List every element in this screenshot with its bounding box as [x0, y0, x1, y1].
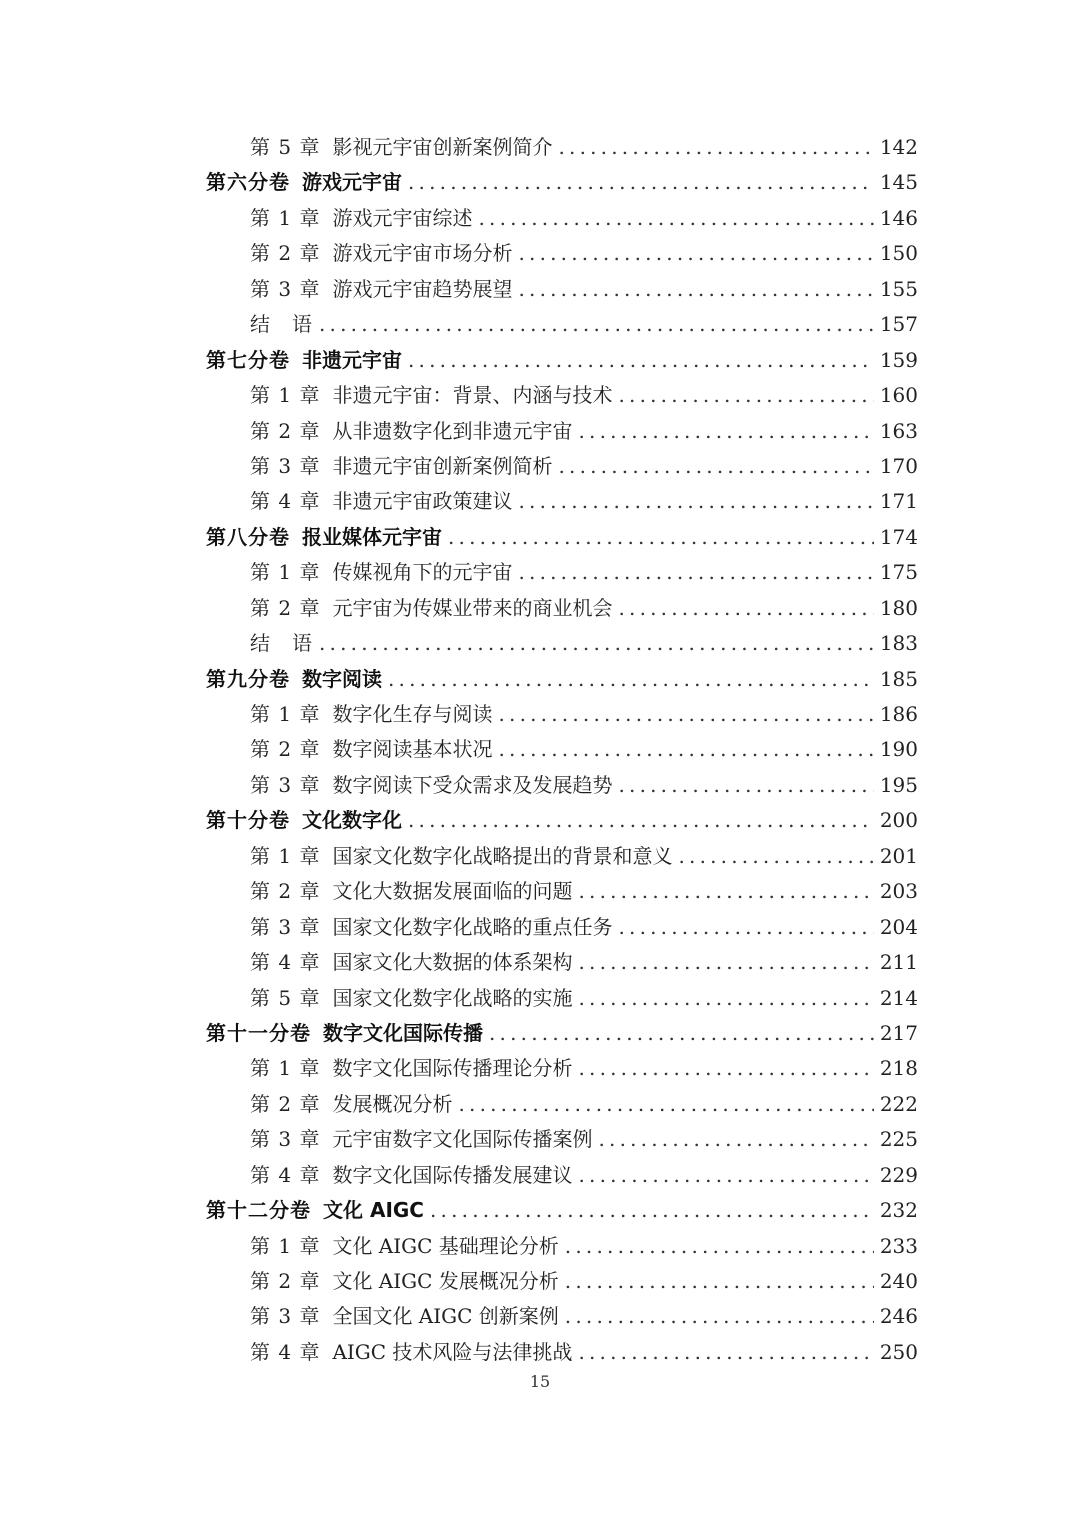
toc-dot-leader: [618, 378, 873, 413]
toc-chapter-entry: [206, 236, 918, 271]
toc-entry-page: 190: [879, 737, 918, 762]
toc-entry-page: 200: [879, 808, 918, 833]
toc-entry-page: 204: [879, 914, 918, 939]
toc-entry-number: 第 4 章: [250, 1162, 321, 1187]
toc-entry-label: [250, 1158, 572, 1193]
toc-volume-entry: [206, 803, 918, 838]
toc-chapter-entry: [206, 449, 918, 484]
toc-entry-page: 214: [879, 985, 918, 1010]
toc-chapter-entry: [206, 626, 918, 661]
toc-entry-page: 246: [879, 1304, 918, 1329]
toc-dot-leader: [430, 1193, 874, 1228]
toc-dot-leader: [319, 307, 874, 342]
toc-chapter-entry: [206, 1087, 918, 1122]
toc-entry-title: 发展概况分析: [332, 1091, 453, 1116]
toc-entry-title: 非遗元宇宙政策建议: [332, 489, 513, 514]
toc-entry-page: 201: [879, 843, 918, 868]
toc-entry-page: 195: [879, 772, 918, 797]
toc-dot-leader: [578, 874, 873, 909]
toc-entry-number: 第 2 章: [250, 1091, 321, 1116]
toc-entry-page: 163: [879, 418, 918, 443]
toc-chapter-entry: [206, 591, 918, 626]
toc-entry-page: 222: [879, 1091, 918, 1116]
toc-entry-number: 第 4 章: [250, 1339, 321, 1364]
toc-dot-leader: [498, 732, 873, 767]
toc-dot-leader: [565, 1264, 874, 1299]
toc-entry-number: 第 2 章: [250, 737, 321, 762]
toc-entry-page: 203: [879, 879, 918, 904]
toc-entry-title: 游戏元宇宙市场分析: [332, 241, 513, 266]
toc-entry-label: [250, 414, 572, 449]
toc-entry-label: [250, 732, 492, 767]
toc-chapter-entry: [206, 839, 918, 874]
page-number: 15: [529, 1372, 551, 1391]
toc-entry-title: 文化数字化: [302, 808, 402, 833]
toc-entry-label: [250, 1335, 572, 1370]
toc-chapter-entry: [206, 1299, 918, 1334]
toc-entry-page: 146: [879, 205, 918, 230]
toc-volume-entry: [206, 1193, 918, 1228]
toc-entry-title: 非遗元宇宙创新案例简析: [332, 453, 553, 478]
toc-entry-label: [250, 555, 512, 590]
toc-entry-title: 数字文化国际传播理论分析: [332, 1056, 573, 1081]
toc-dot-leader: [618, 910, 873, 945]
toc-entry-number: 第十二分卷: [206, 1198, 311, 1223]
toc-entry-label: [250, 307, 313, 342]
toc-entry-page: 218: [879, 1056, 918, 1081]
toc-entry-page: 160: [879, 383, 918, 408]
toc-entry-label: [250, 130, 552, 165]
toc-entry-page: 183: [879, 631, 918, 656]
toc-entry-title: 元宇宙数字文化国际传播案例: [332, 1127, 593, 1152]
toc-entry-title: 影视元宇宙创新案例简介: [332, 135, 553, 159]
toc-entry-number: 第 2 章: [250, 879, 321, 904]
toc-entry-page: 186: [879, 702, 918, 726]
toc-entry-number: 结 语: [250, 312, 313, 337]
toc-chapter-entry: [206, 697, 918, 732]
toc-dot-leader: [319, 626, 874, 661]
toc-entry-page: 250: [879, 1339, 918, 1364]
toc-entry-title: 报业媒体元宇宙: [302, 524, 442, 549]
toc-entry-label: [206, 1193, 424, 1228]
toc-entry-title: 从非遗数字化到非遗元宇宙: [332, 418, 573, 443]
toc-entry-page: 170: [879, 453, 918, 478]
toc-dot-leader: [518, 555, 873, 590]
toc-dot-leader: [498, 697, 873, 732]
toc-entry-label: [250, 484, 512, 519]
toc-entry-number: 第 2 章: [250, 595, 321, 620]
toc-entry-number: 第 2 章: [250, 241, 321, 266]
toc-chapter-entry: [206, 484, 918, 519]
toc-dot-leader: [598, 1122, 873, 1157]
toc-dot-leader: [518, 236, 873, 271]
toc-entry-number: 第 4 章: [250, 950, 321, 975]
toc-chapter-entry: [206, 768, 918, 803]
toc-entry-page: 174: [879, 524, 918, 549]
toc-dot-leader: [388, 662, 874, 697]
toc-entry-title: 数字化生存与阅读: [332, 702, 493, 726]
toc-dot-leader: [578, 981, 873, 1016]
toc-chapter-entry: [206, 874, 918, 909]
toc-entry-title: 数字文化国际传播: [323, 1020, 483, 1045]
toc-entry-title: AIGC 技术风险与法律挑战: [332, 1339, 573, 1364]
toc-entry-label: [250, 945, 572, 980]
toc-entry-number: 第八分卷: [206, 524, 290, 549]
toc-entry-label: [250, 449, 552, 484]
toc-entry-title: 数字阅读下受众需求及发展趋势: [332, 772, 613, 797]
toc-entry-label: [250, 697, 492, 732]
toc-entry-number: 第 3 章: [250, 276, 321, 301]
toc-dot-leader: [578, 945, 873, 980]
toc-chapter-entry: [206, 1122, 918, 1157]
toc-entry-label: [206, 520, 442, 555]
toc-entry-label: [206, 1016, 483, 1051]
toc-chapter-entry: [206, 130, 918, 165]
toc-entry-page: 232: [879, 1198, 918, 1223]
toc-entry-page: 240: [879, 1269, 918, 1293]
toc-entry-title: 国家文化大数据的体系架构: [332, 950, 573, 975]
toc-entry-title: 数字阅读: [302, 666, 382, 691]
toc-entry-number: 第 5 章: [250, 985, 321, 1010]
toc-entry-number: 第 2 章: [250, 418, 321, 443]
toc-entry-number: 第 1 章: [250, 205, 321, 230]
toc-entry-page: 225: [879, 1127, 918, 1152]
toc-chapter-entry: [206, 1335, 918, 1370]
toc-entry-page: 180: [879, 595, 918, 620]
toc-entry-number: 第 3 章: [250, 1304, 321, 1329]
toc-entry-number: 第 1 章: [250, 560, 321, 585]
toc-entry-page: 150: [879, 241, 918, 266]
toc-entry-title: 国家文化数字化战略的实施: [332, 985, 573, 1010]
toc-dot-leader: [678, 839, 873, 874]
toc-volume-entry: [206, 165, 918, 200]
toc-entry-title: 数字阅读基本状况: [332, 737, 493, 762]
toc-entry-page: 185: [879, 666, 918, 691]
toc-volume-entry: [206, 662, 918, 697]
toc-chapter-entry: [206, 1158, 918, 1193]
toc-entry-number: 第七分卷: [206, 347, 290, 372]
toc-entry-number: 结 语: [250, 631, 313, 656]
toc-chapter-entry: [206, 1051, 918, 1086]
table-of-contents: [206, 130, 918, 1370]
toc-entry-number: 第 2 章: [250, 1269, 321, 1293]
toc-entry-title: 非遗元宇宙：背景、内涵与技术: [332, 383, 613, 408]
toc-entry-title: 元宇宙为传媒业带来的商业机会: [332, 595, 613, 620]
toc-dot-leader: [408, 343, 874, 378]
toc-chapter-entry: [206, 910, 918, 945]
toc-chapter-entry: [206, 378, 918, 413]
toc-entry-title: 文化 AIGC: [323, 1198, 424, 1223]
toc-chapter-entry: [206, 555, 918, 590]
toc-chapter-entry: [206, 1229, 918, 1264]
toc-entry-number: 第 1 章: [250, 702, 321, 726]
toc-entry-page: 157: [879, 312, 918, 337]
toc-entry-page: 171: [879, 489, 918, 514]
toc-volume-entry: [206, 1016, 918, 1051]
toc-entry-label: [250, 1122, 592, 1157]
toc-entry-number: 第 3 章: [250, 914, 321, 939]
toc-entry-title: 游戏元宇宙趋势展望: [332, 276, 513, 301]
toc-entry-label: [250, 626, 313, 661]
toc-entry-number: 第十一分卷: [206, 1020, 311, 1045]
toc-dot-leader: [448, 520, 874, 555]
toc-entry-page: 175: [879, 560, 918, 585]
toc-dot-leader: [565, 1299, 874, 1334]
toc-entry-page: 217: [879, 1020, 918, 1045]
toc-entry-label: [250, 768, 612, 803]
toc-entry-label: [250, 378, 612, 413]
toc-entry-label: [250, 272, 512, 307]
toc-entry-label: [250, 1264, 559, 1299]
toc-dot-leader: [518, 272, 873, 307]
toc-chapter-entry: [206, 272, 918, 307]
toc-chapter-entry: [206, 1264, 918, 1299]
toc-entry-page: 233: [879, 1233, 918, 1258]
toc-entry-page: 229: [879, 1162, 918, 1187]
toc-entry-number: 第 1 章: [250, 1056, 321, 1081]
toc-dot-leader: [408, 165, 874, 200]
toc-chapter-entry: [206, 945, 918, 980]
toc-chapter-entry: [206, 732, 918, 767]
toc-entry-label: [206, 803, 402, 838]
toc-dot-leader: [578, 1335, 873, 1370]
toc-entry-title: 文化 AIGC 发展概况分析: [332, 1269, 559, 1293]
toc-entry-number: 第 3 章: [250, 772, 321, 797]
toc-entry-number: 第 1 章: [250, 383, 321, 408]
toc-entry-page: 142: [879, 135, 918, 159]
toc-chapter-entry: [206, 307, 918, 342]
toc-entry-page: 159: [879, 347, 918, 372]
toc-entry-label: [250, 1051, 572, 1086]
toc-entry-number: 第 4 章: [250, 489, 321, 514]
toc-entry-number: 第六分卷: [206, 170, 290, 195]
toc-dot-leader: [518, 484, 873, 519]
toc-entry-number: 第 5 章: [250, 135, 321, 159]
toc-entry-title: 数字文化国际传播发展建议: [332, 1162, 573, 1187]
toc-entry-number: 第 3 章: [250, 1127, 321, 1152]
toc-entry-number: 第九分卷: [206, 666, 290, 691]
toc-entry-label: [206, 662, 382, 697]
toc-entry-label: [206, 165, 402, 200]
toc-dot-leader: [578, 1158, 873, 1193]
toc-entry-number: 第十分卷: [206, 808, 290, 833]
toc-entry-number: 第 3 章: [250, 453, 321, 478]
toc-entry-title: 全国文化 AIGC 创新案例: [332, 1304, 559, 1329]
toc-chapter-entry: [206, 981, 918, 1016]
toc-entry-title: 游戏元宇宙综述: [332, 205, 473, 230]
toc-entry-number: 第 1 章: [250, 1233, 321, 1258]
toc-dot-leader: [458, 1087, 873, 1122]
toc-dot-leader: [558, 130, 873, 165]
toc-entry-page: 211: [879, 950, 918, 975]
toc-entry-number: 第 1 章: [250, 843, 321, 868]
toc-entry-title: 文化大数据发展面临的问题: [332, 879, 573, 904]
toc-dot-leader: [558, 449, 873, 484]
toc-entry-label: [250, 236, 512, 271]
toc-volume-entry: [206, 343, 918, 378]
toc-entry-title: 非遗元宇宙: [302, 347, 402, 372]
toc-dot-leader: [618, 591, 873, 626]
toc-dot-leader: [478, 201, 873, 236]
toc-dot-leader: [578, 1051, 873, 1086]
toc-entry-title: 传媒视角下的元宇宙: [332, 560, 513, 585]
toc-volume-entry: [206, 520, 918, 555]
toc-entry-label: [250, 1229, 559, 1264]
toc-entry-title: 国家文化数字化战略提出的背景和意义: [332, 843, 673, 868]
toc-entry-label: [250, 591, 612, 626]
toc-entry-page: 145: [879, 170, 918, 195]
toc-chapter-entry: [206, 414, 918, 449]
toc-dot-leader: [408, 803, 874, 838]
toc-entry-label: [250, 981, 572, 1016]
toc-entry-title: 国家文化数字化战略的重点任务: [332, 914, 613, 939]
toc-entry-title: 游戏元宇宙: [302, 170, 402, 195]
toc-entry-label: [250, 1087, 452, 1122]
toc-chapter-entry: [206, 201, 918, 236]
toc-entry-label: [250, 201, 472, 236]
toc-entry-label: [250, 1299, 559, 1334]
toc-dot-leader: [618, 768, 873, 803]
toc-entry-label: [250, 874, 572, 909]
toc-entry-label: [206, 343, 402, 378]
toc-entry-label: [250, 910, 612, 945]
toc-entry-page: 155: [879, 276, 918, 301]
toc-entry-label: [250, 839, 672, 874]
toc-dot-leader: [565, 1229, 874, 1264]
toc-dot-leader: [489, 1016, 874, 1051]
toc-entry-title: 文化 AIGC 基础理论分析: [332, 1233, 559, 1258]
toc-dot-leader: [578, 414, 873, 449]
